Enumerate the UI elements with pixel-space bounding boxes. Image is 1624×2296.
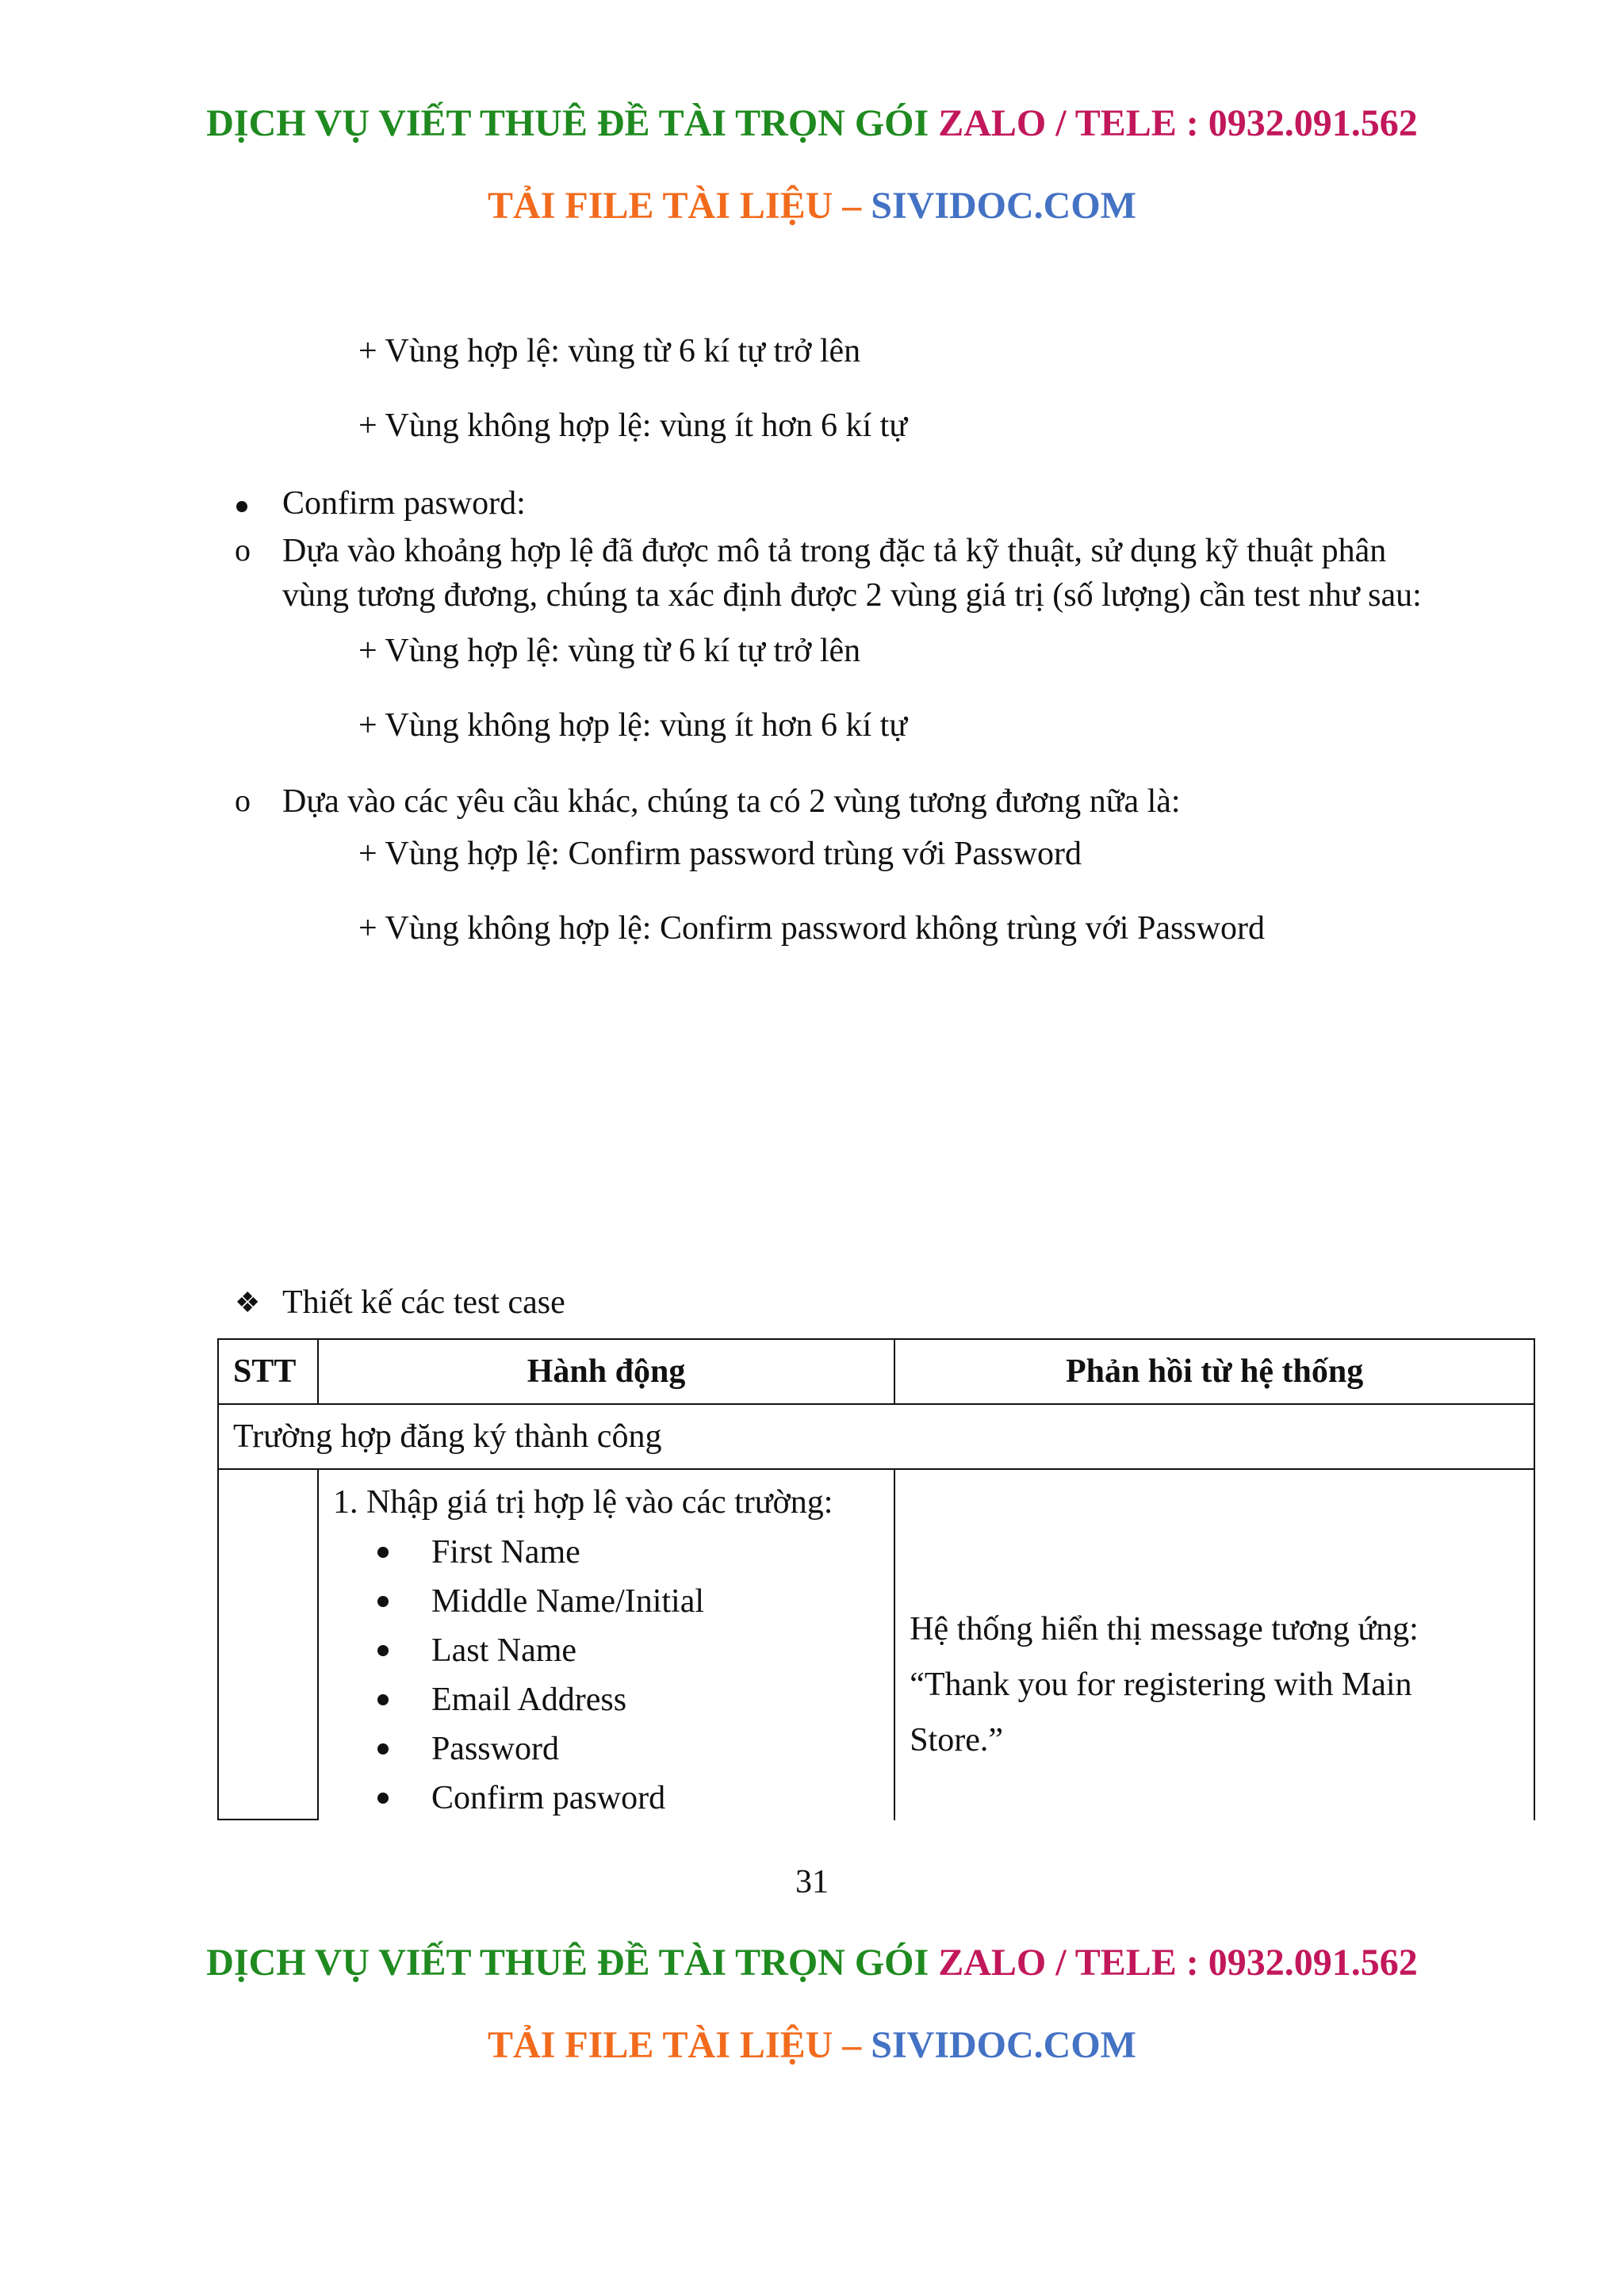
response-line: “Thank you for registering with Main (910, 1666, 1412, 1703)
header-contact-text: ZALO / TELE : 0932.091.562 (938, 102, 1418, 144)
header-download-text: TẢI FILE TÀI LIỆU – (488, 185, 862, 227)
group-row-label: Trường hợp đăng ký thành công (218, 1404, 1534, 1469)
field-name: Middle Name/Initial (431, 1583, 705, 1620)
row-response-cell (894, 1469, 1534, 1823)
valid-range-text: + Vùng hợp lệ: Confirm password trùng với Password (358, 836, 1082, 872)
table-row (218, 1469, 1534, 1823)
bullet-icon (377, 1596, 389, 1607)
table-header-stt: STT (218, 1339, 318, 1404)
paragraph-line: Dựa vào các yêu cầu khác, chúng ta có 2 vùng tương đương nữa là: (282, 783, 1181, 820)
footer-banner-line1 (0, 1941, 1624, 1984)
bullet-icon (236, 501, 247, 512)
response-line: Store.” (910, 1721, 1003, 1758)
table-header-response: Phản hồi từ hệ thống (894, 1339, 1534, 1404)
diamond-bullet-icon: ❖ (235, 1287, 261, 1318)
valid-range-text: + Vùng hợp lệ: vùng từ 6 kí tự trở lên (358, 633, 861, 669)
list-item (431, 1626, 894, 1675)
page-break-mask (0, 1820, 1624, 1828)
section-title: Thiết kế các test case (282, 1284, 565, 1321)
field-name: Email Address (431, 1682, 627, 1718)
circle-bullet-icon: o (235, 532, 251, 568)
confirm-password-heading: Confirm pasword: (282, 485, 526, 522)
paragraph-line: Dựa vào khoảng hợp lệ đã được mô tả trong đặc tả kỹ thuật, sử dụng kỹ thuật phân (282, 533, 1387, 569)
paragraph-line: vùng tương đương, chúng ta xác định được 2 vùng giá trị (số lượng) cần test như sau: (282, 577, 1422, 614)
stt-cell-bottom-border (217, 1819, 319, 1820)
footer-banner-line2 (0, 2023, 1624, 2067)
header-site-link[interactable]: SIVIDOC.COM (871, 185, 1136, 227)
field-list (333, 1528, 894, 1823)
invalid-range-text: + Vùng không hợp lệ: Confirm password không trùng với Password (358, 910, 1265, 947)
table-group-row (218, 1404, 1534, 1469)
bullet-icon (377, 1547, 389, 1558)
bullet-icon (377, 1645, 389, 1656)
test-case-table (217, 1338, 1535, 1824)
footer-site-link[interactable]: SIVIDOC.COM (871, 2024, 1136, 2066)
action-intro: 1. Nhập giá trị hợp lệ vào các trường: (332, 1484, 833, 1521)
footer-service-text: DỊCH VỤ VIẾT THUÊ ĐỀ TÀI TRỌN GÓI (206, 1942, 929, 1984)
response-line: Hệ thống hiển thị message tương ứng: (910, 1610, 1419, 1647)
circle-bullet-icon: o (235, 783, 251, 818)
footer-contact-text: ZALO / TELE : 0932.091.562 (938, 1942, 1418, 1984)
table-header-action: Hành động (318, 1339, 894, 1404)
list-item (431, 1528, 894, 1577)
list-item (431, 1577, 894, 1626)
header-service-text: DỊCH VỤ VIẾT THUÊ ĐỀ TÀI TRỌN GÓI (206, 102, 929, 144)
list-item (431, 1675, 894, 1724)
field-name: First Name (431, 1534, 580, 1571)
invalid-range-text: + Vùng không hợp lệ: vùng ít hơn 6 kí tự (358, 707, 908, 744)
field-name: Confirm pasword (431, 1780, 666, 1816)
row-action-cell (318, 1469, 894, 1823)
list-item (431, 1774, 894, 1823)
header-banner-line2 (0, 184, 1624, 228)
bullet-icon (377, 1793, 389, 1804)
list-item (431, 1724, 894, 1774)
invalid-range-text: + Vùng không hợp lệ: vùng ít hơn 6 kí tự (358, 408, 908, 444)
bullet-icon (377, 1743, 389, 1755)
footer-download-text: TẢI FILE TÀI LIỆU – (488, 2024, 862, 2066)
bullet-icon (377, 1694, 389, 1705)
valid-range-text: + Vùng hợp lệ: vùng từ 6 kí tự trở lên (358, 333, 861, 369)
field-name: Last Name (431, 1632, 577, 1669)
table-header-row (218, 1339, 1534, 1404)
header-banner-line1 (0, 101, 1624, 145)
page-number: 31 (795, 1864, 829, 1900)
field-name: Password (431, 1731, 559, 1767)
row-stt-cell (218, 1469, 318, 1823)
